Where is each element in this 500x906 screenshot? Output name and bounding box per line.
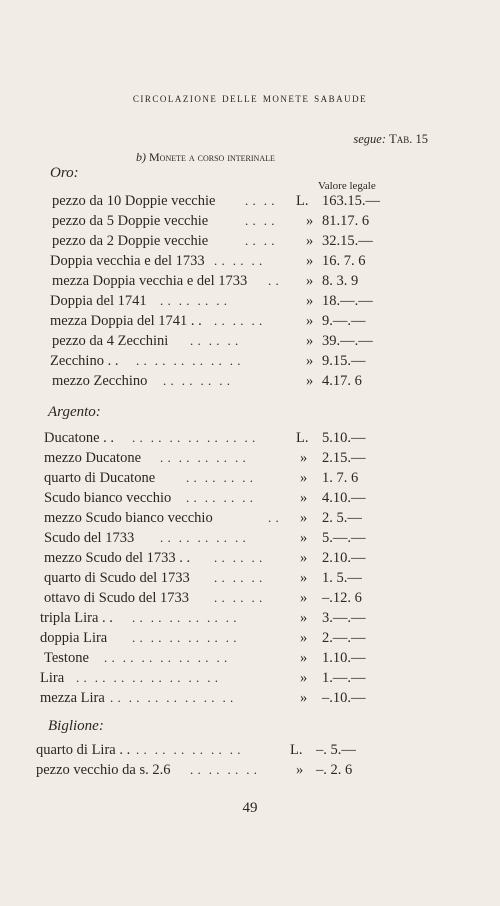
currency-symbol: L. [296, 430, 309, 446]
section-label-argento: Argento: [48, 404, 101, 420]
coin-value: –. 2. 6 [316, 762, 353, 778]
coin-name: pezzo da 2 Doppie vecchie [52, 233, 209, 249]
coin-value: 3.—.— [322, 610, 366, 626]
leader-dots: . . . . . . . . . . . . [136, 742, 241, 757]
coin-name: mezza Lira [40, 690, 105, 706]
currency-symbol: » [300, 470, 308, 486]
coin-name: quarto di Ducatone [44, 470, 156, 486]
coin-value: 2.15.— [322, 450, 366, 466]
coin-value: 9.15.— [322, 353, 366, 369]
table-row [0, 490, 500, 512]
coin-value: 4.10.— [322, 490, 366, 506]
leader-dots: . . . . . . . . [186, 470, 254, 485]
coin-name: Testone [44, 650, 89, 666]
currency-symbol: » [300, 550, 308, 566]
coin-value: 9.—.— [322, 313, 366, 329]
coin-name: mezzo Scudo bianco vecchio [44, 510, 213, 526]
coin-name: Ducatone . . [44, 430, 115, 446]
leader-dots: . . . . . . . . . . [160, 450, 247, 465]
coin-name: mezza Doppia del 1741 . . [50, 313, 202, 329]
table-row [0, 762, 500, 784]
coin-name: pezzo da 10 Doppie vecchie [52, 193, 216, 209]
table-row [0, 610, 500, 632]
coin-name: Zecchino . . [50, 353, 119, 369]
table-row [0, 233, 500, 255]
value-column-header: Valore legale [318, 180, 376, 192]
leader-dots: . . . . . . . . . . . . . . [104, 650, 228, 665]
leader-dots: . . . . . . . . . . . . [132, 630, 237, 645]
coin-value: 1.—.— [322, 670, 366, 686]
coin-value: 2.—.— [322, 630, 366, 646]
coin-value: –.12. 6 [322, 590, 362, 606]
leader-dots: . . . . . . . . [186, 490, 254, 505]
coin-name: pezzo da 5 Doppie vecchie [52, 213, 209, 229]
table-row [0, 430, 500, 452]
currency-symbol: » [300, 610, 308, 626]
coin-name: pezzo vecchio da s. 2.6 [36, 762, 171, 778]
coin-value: 8. 3. 9 [322, 273, 359, 289]
table-row [0, 193, 500, 215]
coin-name: mezzo Ducatone [44, 450, 142, 466]
coin-name: Scudo del 1733 [44, 530, 135, 546]
currency-symbol: » [306, 253, 314, 269]
leader-dots: . . . . . . . . . . . . . . . . [76, 670, 219, 685]
table-row [0, 253, 500, 275]
currency-symbol: » [296, 762, 304, 778]
table-row [0, 590, 500, 612]
currency-symbol: » [306, 333, 314, 349]
currency-symbol: » [300, 690, 308, 706]
currency-symbol: » [306, 353, 314, 369]
currency-symbol: L. [296, 193, 309, 209]
currency-symbol: » [306, 373, 314, 389]
currency-symbol: » [300, 530, 308, 546]
subtitle-letter: b) [136, 150, 146, 164]
leader-dots: . . . . . . . . . . . . . . [110, 690, 234, 705]
table-row [0, 510, 500, 532]
coin-value: 2. 5.— [322, 510, 362, 526]
leader-dots: . . . . . . . . . . . . [132, 610, 237, 625]
currency-symbol: » [300, 670, 308, 686]
table-row [0, 630, 500, 652]
leader-dots: . . [268, 273, 280, 288]
currency-symbol: » [306, 273, 314, 289]
leader-dots: . . . . . . [214, 590, 263, 605]
table-row [0, 550, 500, 572]
leader-dots: . . . . . . . . [163, 373, 231, 388]
currency-symbol: » [306, 313, 314, 329]
leader-dots: . . . . [245, 213, 275, 228]
coin-name: ottavo di Scudo del 1733 [44, 590, 189, 606]
coin-value: 81.17. 6 [322, 213, 370, 229]
leader-dots: . . . . . . [214, 253, 263, 268]
table-row [0, 650, 500, 672]
currency-symbol: » [300, 630, 308, 646]
coin-value: 1. 5.— [322, 570, 362, 586]
coin-value: –.10.— [322, 690, 366, 706]
currency-symbol: » [300, 650, 308, 666]
coin-name: Scudo bianco vecchio [44, 490, 172, 506]
leader-dots: . . . . . . . . . . . . [136, 353, 241, 368]
table-row [0, 333, 500, 355]
coin-name: mezzo Scudo del 1733 . . [44, 550, 191, 566]
coin-value: 5.10.— [322, 430, 366, 446]
coin-value: 16. 7. 6 [322, 253, 366, 269]
table-row [0, 530, 500, 552]
coin-value: –. 5.— [316, 742, 356, 758]
leader-dots: . . . . [245, 193, 275, 208]
leader-dots: . . . . . . . . [160, 293, 228, 308]
coin-name: Lira [40, 670, 65, 686]
leader-dots: . . . . . . [214, 313, 263, 328]
leader-dots: . . . . [245, 233, 275, 248]
table-row [0, 313, 500, 335]
table-row [0, 670, 500, 692]
coin-value: 32.15.— [322, 233, 373, 249]
leader-dots: . . [268, 510, 280, 525]
table-row [0, 690, 500, 712]
leader-dots: . . . . . . . . . . [160, 530, 247, 545]
table-row [0, 373, 500, 395]
table-row [0, 273, 500, 295]
currency-symbol: » [300, 590, 308, 606]
page-number: 49 [242, 800, 258, 816]
coin-name: quarto di Lira . . [36, 742, 131, 758]
leader-dots: . . . . . . . . [190, 762, 258, 777]
leader-dots: . . . . . . [214, 570, 263, 585]
currency-symbol: » [306, 293, 314, 309]
currency-symbol: » [306, 213, 314, 229]
coin-value: 1.10.— [322, 650, 366, 666]
coin-name: pezzo da 4 Zecchini [52, 333, 169, 349]
table-row [0, 570, 500, 592]
continuation-note [353, 132, 428, 147]
coin-name: tripla Lira . . [40, 610, 113, 626]
currency-symbol: L. [290, 742, 303, 758]
currency-symbol: » [300, 450, 308, 466]
table-row [0, 450, 500, 472]
currency-symbol: » [300, 570, 308, 586]
coin-value: 163.15.— [322, 193, 380, 209]
table-row [0, 213, 500, 235]
section-subtitle [136, 150, 275, 165]
section-label-biglione: Biglione: [48, 718, 104, 734]
segue-label: segue: [353, 132, 386, 146]
coin-value: 5.—.— [322, 530, 366, 546]
coin-name: mezza Doppia vecchia e del 1733 [52, 273, 248, 289]
coin-name: quarto di Scudo del 1733 [44, 570, 190, 586]
table-row [0, 470, 500, 492]
coin-value: 1. 7. 6 [322, 470, 359, 486]
section-label-oro: Oro: [50, 165, 79, 181]
leader-dots: . . . . . . [190, 333, 239, 348]
currency-symbol: » [300, 510, 308, 526]
coin-value: 2.10.— [322, 550, 366, 566]
coin-name: Doppia vecchia e del 1733 [50, 253, 205, 269]
table-reference: Tab. 15 [389, 132, 428, 146]
coin-name: mezzo Zecchino [52, 373, 148, 389]
coin-value: 18.—.— [322, 293, 373, 309]
coin-name: doppia Lira [40, 630, 108, 646]
currency-symbol: » [300, 490, 308, 506]
page-title: circolazione delle monete sabaude [132, 90, 368, 105]
subtitle-text: Monete a corso interinale [149, 150, 275, 164]
coin-value: 4.17. 6 [322, 373, 362, 389]
currency-symbol: » [306, 233, 314, 249]
coin-value: 39.—.— [322, 333, 373, 349]
table-row [0, 293, 500, 315]
coin-name: Doppia del 1741 [50, 293, 147, 309]
table-row [0, 353, 500, 375]
table-row [0, 742, 500, 764]
leader-dots: . . . . . . [214, 550, 263, 565]
leader-dots: . . . . . . . . . . . . . . [132, 430, 256, 445]
